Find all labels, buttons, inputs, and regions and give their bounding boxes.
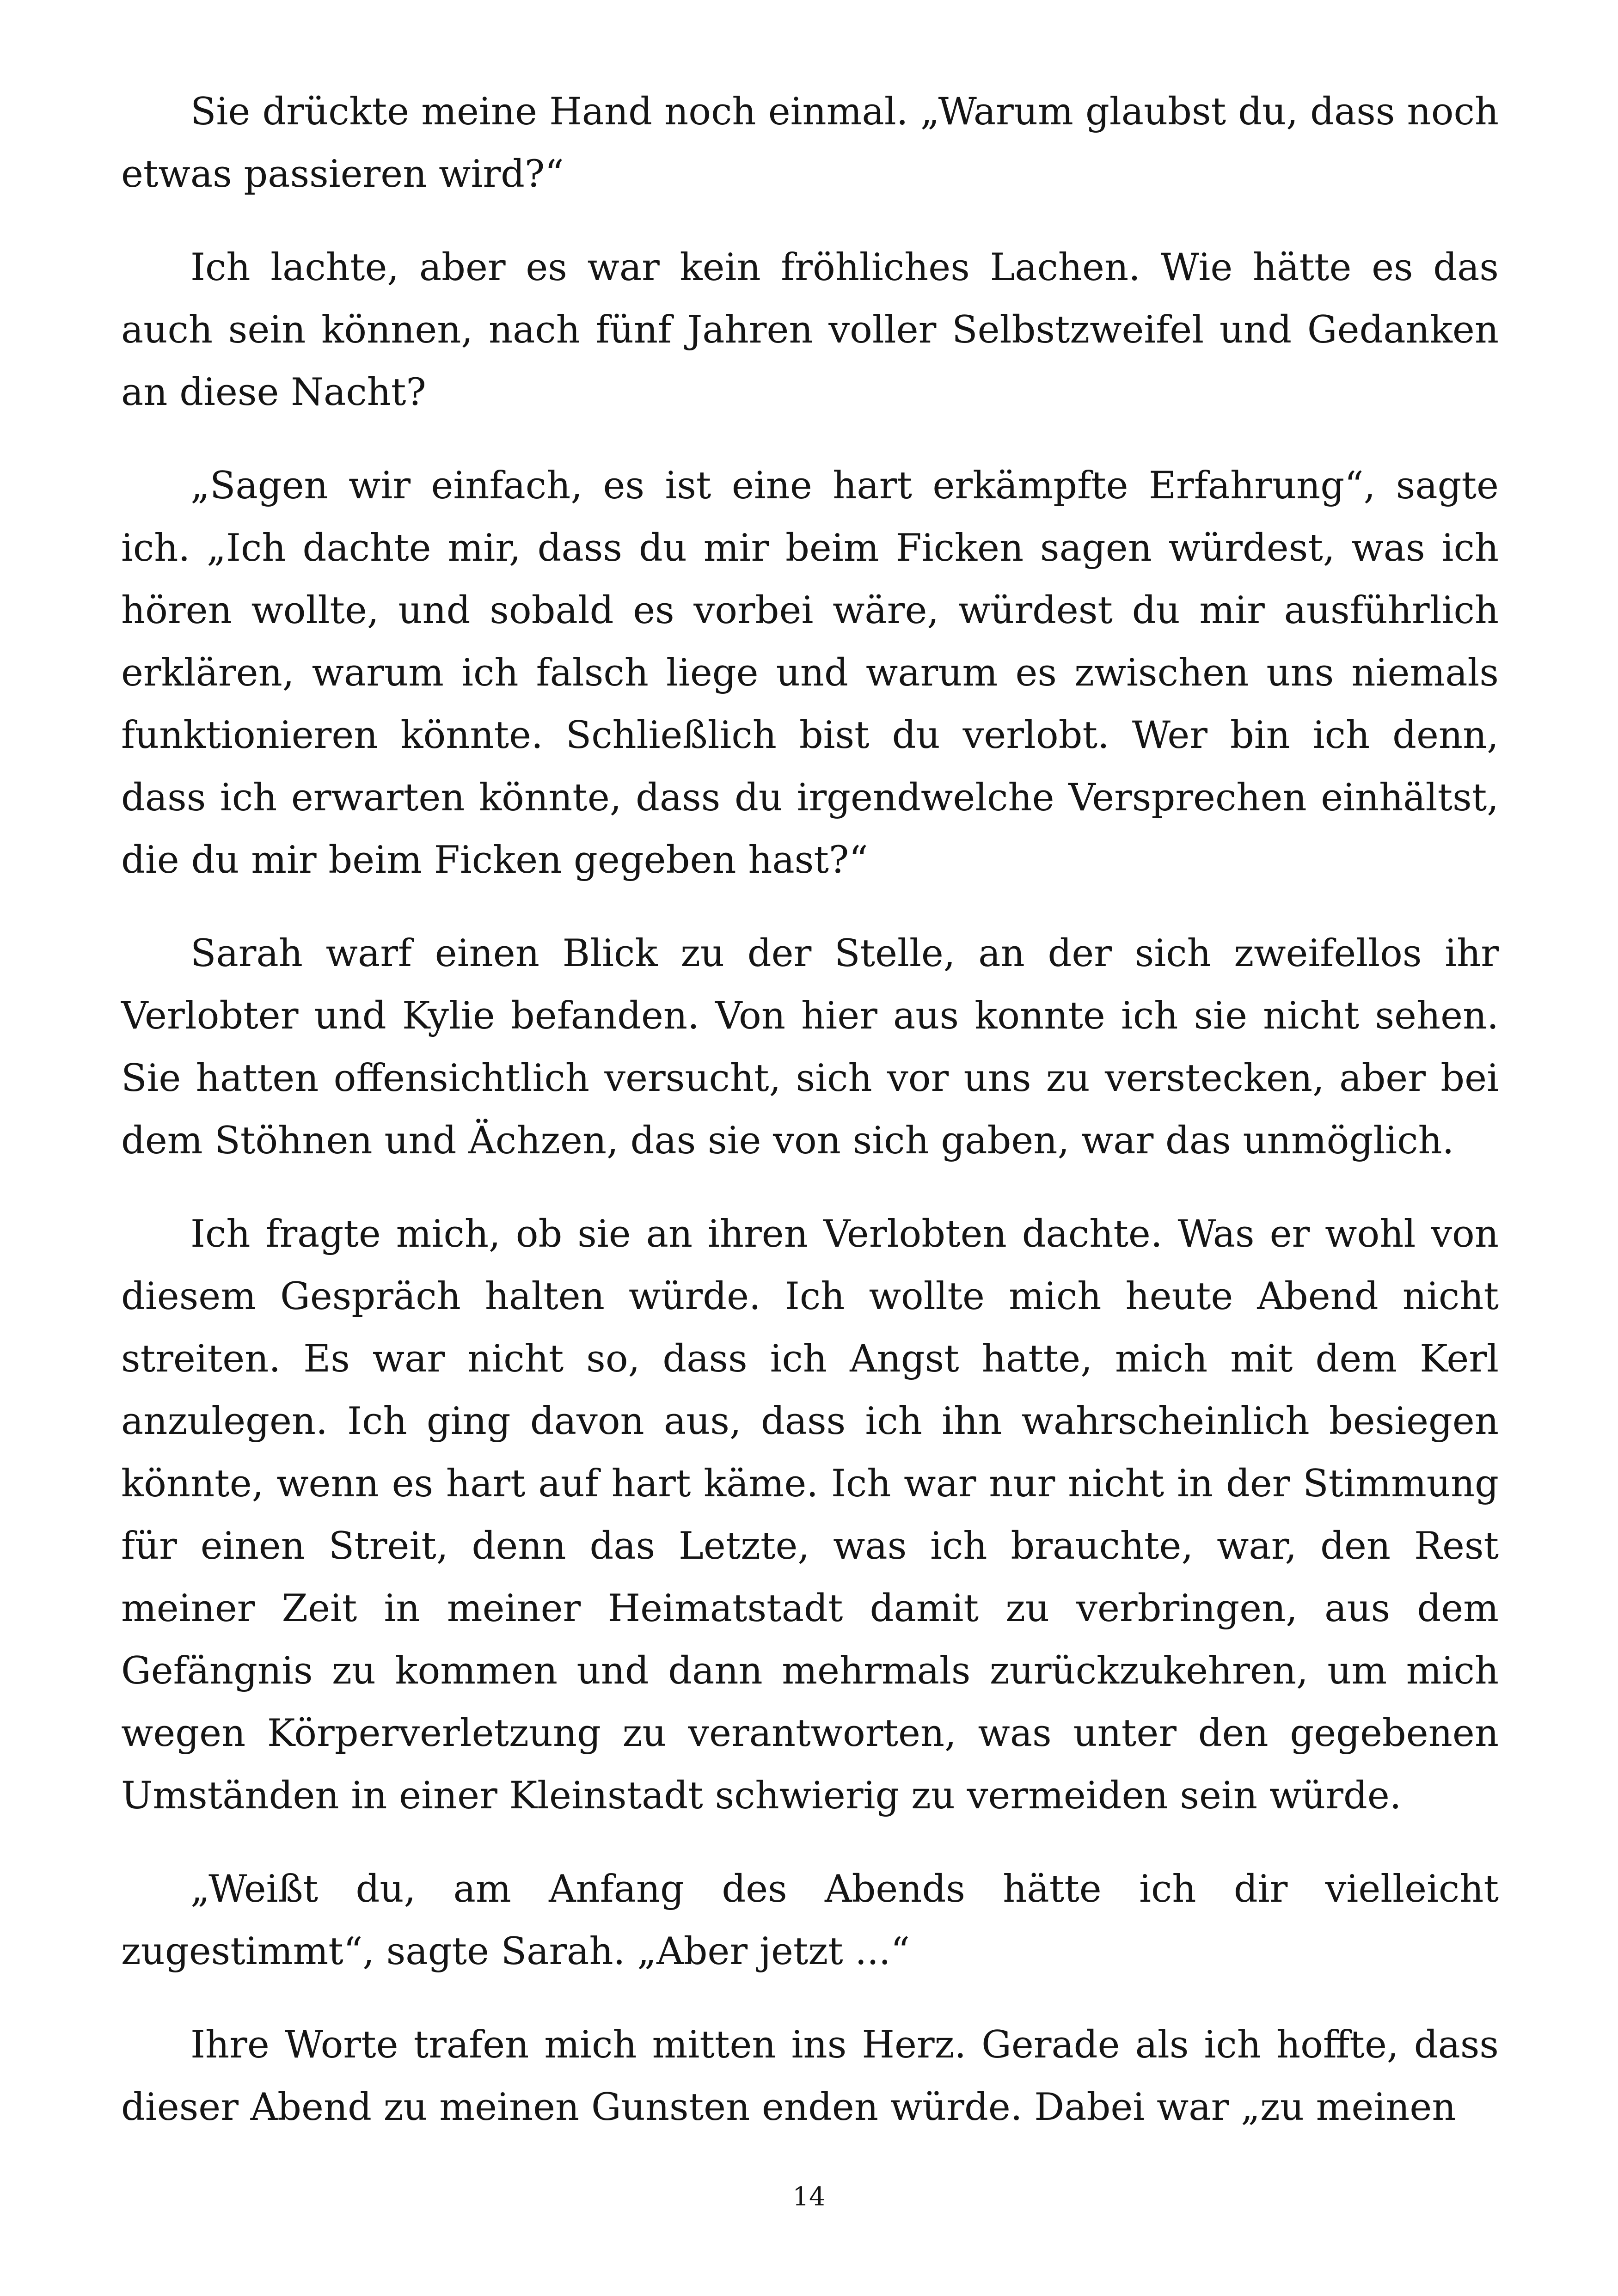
paragraph-3: „Sagen wir einfach, es ist eine hart erkämpfte Erfahrung“, sagte ich. „Ich dachte mir, dass du mir beim Ficken sagen würdest, was ich hören wollte, und sobald es vorbei wäre, würdest du mir ausführlich erklären, warum ich falsch liege und warum es zwischen uns niemals funktionieren könnte. Schließlich bist du verlobt. Wer bin ich denn, dass ich erwarten könnte, dass du irgendwelche Versprechen einhältst, die du mir beim Ficken gegeben hast?“ [121, 464, 1499, 882]
paragraph-7: Ihre Worte trafen mich mitten ins Herz. Gerade als ich hoffte, dass dieser Abend zu meinen Gunsten enden würde. Dabei war „zu meinen [121, 2023, 1499, 2129]
paragraph-1: Sie drückte meine Hand noch einmal. „Warum glaubst du, dass noch etwas passieren wird?“ [121, 90, 1499, 196]
paragraph-6: „Weißt du, am Anfang des Abends hätte ich dir vielleicht zugestimmt“, sagte Sarah. „Aber jetzt ...“ [121, 1867, 1499, 1973]
paragraph-5: Ich fragte mich, ob sie an ihren Verlobten dachte. Was er wohl von diesem Gespräch halten würde. Ich wollte mich heute Abend nicht streiten. Es war nicht so, dass ich Angst hatte, mich mit dem Kerl anzulegen. Ich ging davon aus, dass ich ihn wahrscheinlich besiegen könnte, wenn es hart auf hart käme. Ich war nur nicht in der Stimmung für einen Streit, denn das Letzte, was ich brauchte, war, den Rest meiner Zeit in meiner Heimatstadt damit zu verbringen, aus dem Gefängnis zu kommen und dann mehrmals zurückzukehren, um mich wegen Körperverletzung zu verantworten, was unter den gegebenen Umständen in einer Kleinstadt schwierig zu vermeiden sein würde. [121, 1212, 1499, 1818]
paragraph-4: Sarah warf einen Blick zu der Stelle, an der sich zweifellos ihr Verlobter und Kylie befanden. Von hier aus konnte ich sie nicht sehen. Sie hatten offensichtlich versucht, sich vor uns zu verstecken, aber bei dem Stöhnen und Ächzen, das sie von sich gaben, war das unmöglich. [121, 932, 1499, 1163]
page-number: 14 [792, 2182, 826, 2212]
page-body [121, 81, 1499, 2170]
paragraph-2: Ich lachte, aber es war kein fröhliches Lachen. Wie hätte es das auch sein können, nach fünf Jahren voller Selbstzweifel und Gedanken an diese Nacht? [121, 246, 1499, 414]
